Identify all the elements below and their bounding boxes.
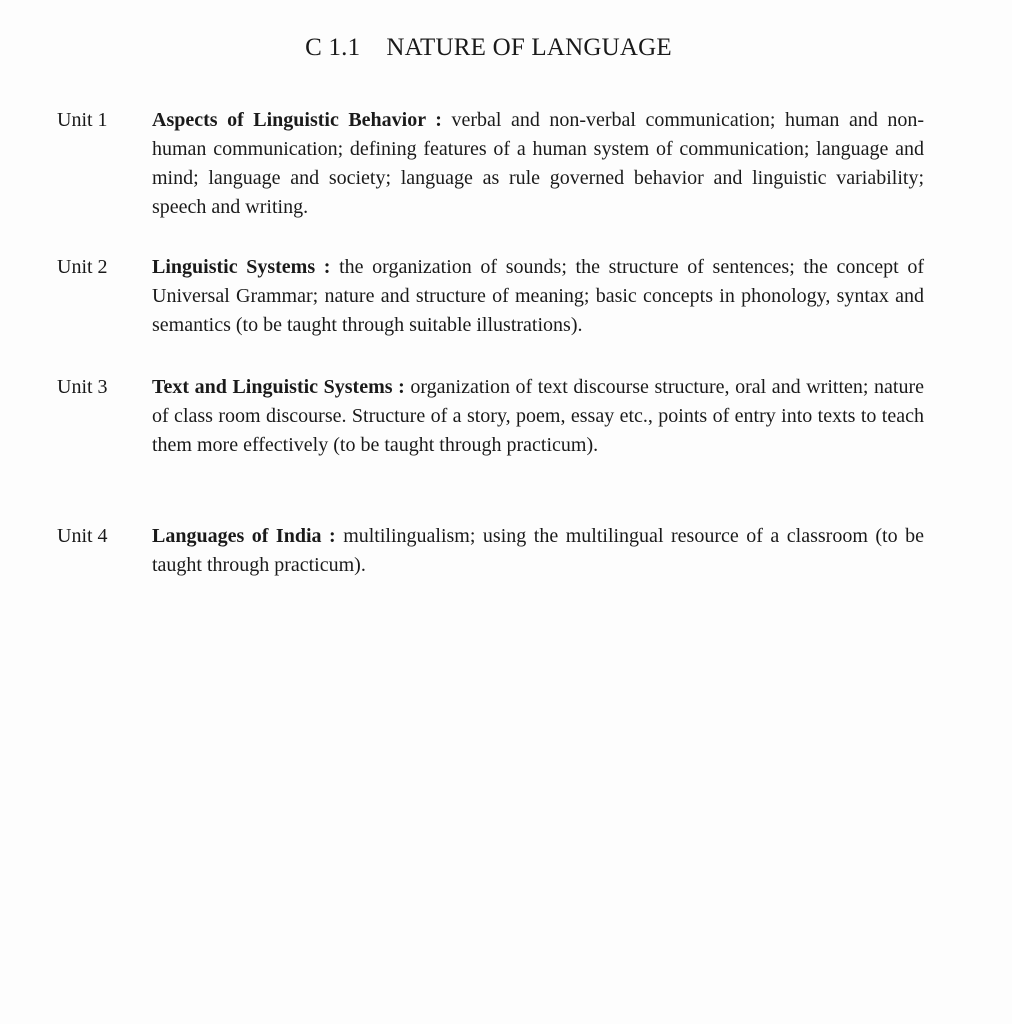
unit-1-label: Unit 1 — [57, 109, 108, 131]
unit-3-body: organization of text discourse structure, oral and written; nature of class room discourse. Structure of a story, poem, essay etc., points of entry into texts to teach them more effectively (to be taught through practicum). — [152, 376, 924, 456]
unit-2-label: Unit 2 — [57, 256, 108, 278]
unit-4-label: Unit 4 — [57, 525, 108, 547]
page-title — [0, 34, 1012, 62]
unit-3-label: Unit 3 — [57, 376, 108, 398]
course-code: C 1.1 — [305, 34, 361, 61]
unit-2-heading: Linguistic Systems : — [152, 256, 331, 278]
unit-3-description — [152, 373, 924, 460]
unit-4-heading: Languages of India : — [152, 525, 336, 547]
unit-1-heading: Aspects of Linguistic Behavior : — [152, 109, 442, 131]
unit-4-description — [152, 522, 924, 580]
unit-2-body: the organization of sounds; the structure of sentences; the concept of Universal Grammar; nature and structure of meaning; basic concepts in phonology, syntax and semantics (to be taught through suitable illustrations). — [152, 256, 924, 336]
unit-4-body: multilingualism; using the multilingual resource of a classroom (to be taught through practicum). — [152, 525, 925, 576]
unit-1-description — [152, 106, 924, 222]
unit-1-body: verbal and non-verbal communication; human and non-human communication; defining features of a human system of communication; language and mind; language and society; language as rule governed behavior and linguistic variability; speech and writing. — [152, 109, 924, 218]
unit-3-heading: Text and Linguistic Systems : — [152, 376, 405, 398]
unit-2-description — [152, 253, 924, 340]
course-title: NATURE OF LANGUAGE — [386, 34, 672, 61]
